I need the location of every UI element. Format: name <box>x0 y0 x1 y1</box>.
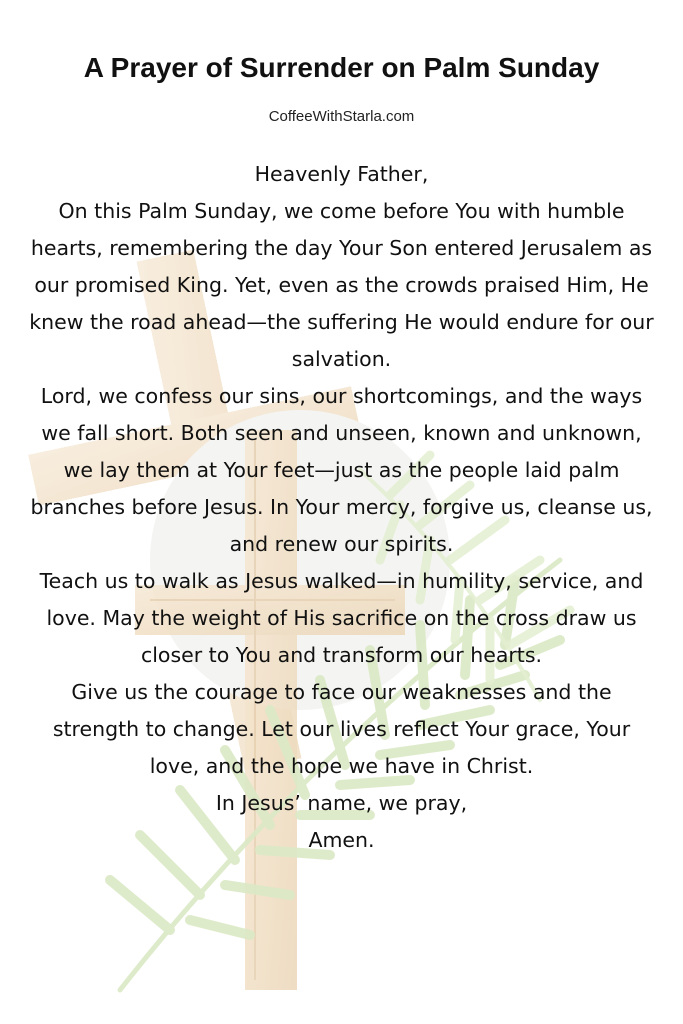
prayer-greeting: Heavenly Father, <box>254 162 429 186</box>
prayer-paragraph-3: Teach us to walk as Jesus walked—in humility, service, and love. May the weight of His sacrifice on the cross draw us closer to You and transform our hearts. <box>39 569 644 667</box>
prayer-paragraph-1: On this Palm Sunday, we come before You with humble hearts, remembering the day Your Son entered Jerusalem as our promised King. Yet, even as the crowds praised Him, He knew the road ahead—the suffering He would endure for our salvation. <box>29 199 654 371</box>
prayer-paragraph-4: Give us the courage to face our weaknesses and the strength to change. Let our lives reflect Your grace, Your love, and the hope we have in Christ. <box>52 680 631 778</box>
page-title: A Prayer of Surrender on Palm Sunday <box>83 52 600 83</box>
site-credit: CoffeeWithStarla.com <box>268 108 415 125</box>
prayer-body <box>27 156 657 859</box>
prayer-closing: In Jesus’ name, we pray, <box>215 791 468 815</box>
prayer-paragraph-2: Lord, we confess our sins, our shortcomings, and the ways we fall short. Both seen and unseen, known and unknown, we lay them at Your feet—just as the people laid palm branches before Jesus. In Your mercy, forgive us, cleanse us, and renew our spirits. <box>30 384 653 556</box>
prayer-amen: Amen. <box>308 828 375 852</box>
